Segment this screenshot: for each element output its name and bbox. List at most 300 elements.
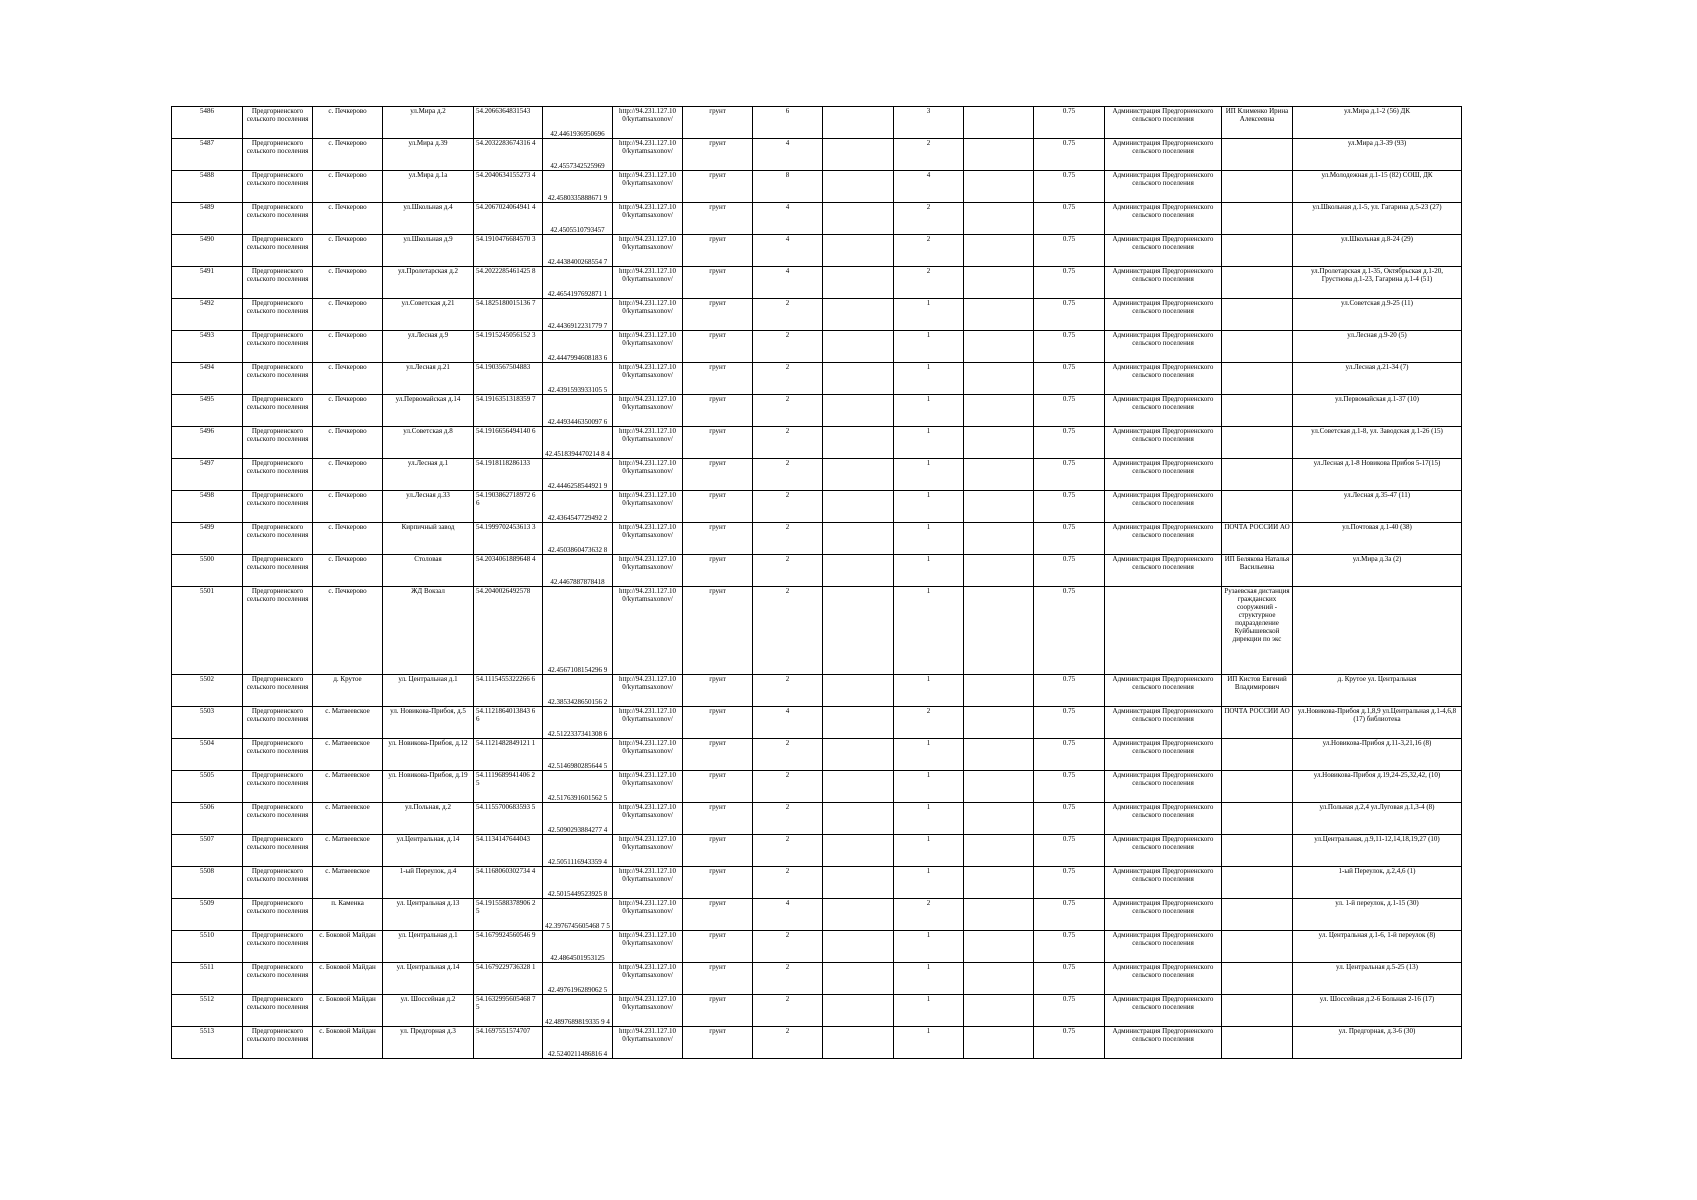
operator-cell [1222, 459, 1293, 491]
containers-count-cell: 2 [753, 427, 823, 459]
empty-cell [823, 523, 894, 555]
containers-planned-cell: 2 [894, 899, 964, 931]
address-cell: ул.Польная, д.2 [383, 803, 474, 835]
container-volume-cell: 0.75 [1034, 139, 1105, 171]
longitude-cell: 42.4438400268554 7 [543, 235, 613, 267]
longitude-cell: 42.4493446350097 6 [543, 395, 613, 427]
containers-planned-cell: 1 [894, 331, 964, 363]
empty-cell [964, 867, 1034, 899]
empty-cell [964, 299, 1034, 331]
settlement-cell: Предгорненского сельского поселения [243, 395, 313, 427]
empty-cell [964, 707, 1034, 739]
map-link-cell: http://94.231.127.10 0/kyrtamsaxonov/ [613, 739, 683, 771]
empty-cell [823, 1027, 894, 1059]
container-volume-cell: 0.75 [1034, 1027, 1105, 1059]
empty-cell [964, 899, 1034, 931]
container-volume-cell: 0.75 [1034, 491, 1105, 523]
owner-cell: Администрация Предгорненского сельского поселения [1105, 867, 1222, 899]
row-number-cell: 5492 [172, 299, 243, 331]
container-volume-cell: 0.75 [1034, 931, 1105, 963]
operator-cell [1222, 1027, 1293, 1059]
owner-cell: Администрация Предгорненского сельского поселения [1105, 963, 1222, 995]
address-cell: ЖД Вокзал [383, 587, 474, 675]
owner-cell [1105, 587, 1222, 675]
container-volume-cell: 0.75 [1034, 835, 1105, 867]
container-volume-cell: 0.75 [1034, 267, 1105, 299]
table-row [172, 587, 1462, 675]
owner-cell: Администрация Предгорненского сельского поселения [1105, 139, 1222, 171]
operator-cell [1222, 203, 1293, 235]
table-row [172, 771, 1462, 803]
containers-count-cell: 2 [753, 331, 823, 363]
table-row [172, 427, 1462, 459]
latitude-cell: 54.1121482849121 1 [474, 739, 543, 771]
operator-cell [1222, 835, 1293, 867]
map-link-cell: http://94.231.127.10 0/kyrtamsaxonov/ [613, 299, 683, 331]
row-number-cell: 5511 [172, 963, 243, 995]
address-cell: ул. Новикова-Прибоя, д.19 [383, 771, 474, 803]
operator-cell [1222, 427, 1293, 459]
table-row [172, 963, 1462, 995]
address-cell: ул.Пролетарская д.2 [383, 267, 474, 299]
containers-count-cell: 4 [753, 899, 823, 931]
owner-cell: Администрация Предгорненского сельского поселения [1105, 235, 1222, 267]
table-row [172, 171, 1462, 203]
empty-cell [823, 267, 894, 299]
container-volume-cell: 0.75 [1034, 235, 1105, 267]
served-addresses-cell: ул. Шоссейная д.2-6 Больная 2-16 (17) [1293, 995, 1462, 1027]
row-number-cell: 5507 [172, 835, 243, 867]
address-cell: ул.Лесная д.1 [383, 459, 474, 491]
operator-cell [1222, 171, 1293, 203]
locality-cell: с. Печкерово [313, 555, 383, 587]
longitude-cell: 42.4580335888671 9 [543, 171, 613, 203]
served-addresses-cell: ул.Лесная д.1-8 Новикова Прибоя 5-17(15) [1293, 459, 1462, 491]
containers-planned-cell: 1 [894, 803, 964, 835]
locality-cell: с. Матвеевское [313, 707, 383, 739]
longitude-cell: 42.4654197692871 1 [543, 267, 613, 299]
table-row [172, 299, 1462, 331]
settlement-cell: Предгорненского сельского поселения [243, 555, 313, 587]
operator-cell [1222, 803, 1293, 835]
longitude-cell: 42.3976745605468 7 5 [543, 899, 613, 931]
map-link-cell: http://94.231.127.10 0/kyrtamsaxonov/ [613, 803, 683, 835]
empty-cell [964, 523, 1034, 555]
containers-planned-cell: 2 [894, 707, 964, 739]
served-addresses-cell: ул.Первомайская д.1-37 (10) [1293, 395, 1462, 427]
locality-cell: с. Печкерово [313, 267, 383, 299]
address-cell: ул.Лесная д.33 [383, 491, 474, 523]
container-volume-cell: 0.75 [1034, 555, 1105, 587]
served-addresses-cell: ул.Лесная д.35-47 (11) [1293, 491, 1462, 523]
container-volume-cell: 0.75 [1034, 587, 1105, 675]
address-cell: ул. Новикова-Прибоя, д.12 [383, 739, 474, 771]
table-row [172, 867, 1462, 899]
empty-cell [964, 395, 1034, 427]
empty-cell [823, 491, 894, 523]
settlement-cell: Предгорненского сельского поселения [243, 931, 313, 963]
owner-cell: Администрация Предгорненского сельского поселения [1105, 459, 1222, 491]
table-row [172, 107, 1462, 139]
table-row [172, 395, 1462, 427]
empty-cell [823, 931, 894, 963]
locality-cell: с. Печкерово [313, 459, 383, 491]
map-link-cell: http://94.231.127.10 0/kyrtamsaxonov/ [613, 235, 683, 267]
surface-cell: грунт [683, 587, 753, 675]
locality-cell: с. Матвеевское [313, 739, 383, 771]
latitude-cell: 54.1119689941406 2 5 [474, 771, 543, 803]
owner-cell: Администрация Предгорненского сельского поселения [1105, 427, 1222, 459]
longitude-cell: 42.5051116943359 4 [543, 835, 613, 867]
owner-cell: Администрация Предгорненского сельского поселения [1105, 107, 1222, 139]
containers-planned-cell: 1 [894, 299, 964, 331]
containers-count-cell: 2 [753, 675, 823, 707]
map-link-cell: http://94.231.127.10 0/kyrtamsaxonov/ [613, 203, 683, 235]
container-volume-cell: 0.75 [1034, 867, 1105, 899]
longitude-cell: 42.4557342525969 [543, 139, 613, 171]
registry-table-sheet [171, 106, 1461, 1059]
row-number-cell: 5508 [172, 867, 243, 899]
locality-cell: с. Матвеевское [313, 771, 383, 803]
empty-cell [823, 459, 894, 491]
containers-count-cell: 2 [753, 491, 823, 523]
latitude-cell: 54.1999702453613 3 [474, 523, 543, 555]
row-number-cell: 5510 [172, 931, 243, 963]
containers-planned-cell: 2 [894, 139, 964, 171]
map-link-cell: http://94.231.127.10 0/kyrtamsaxonov/ [613, 491, 683, 523]
owner-cell: Администрация Предгорненского сельского поселения [1105, 363, 1222, 395]
latitude-cell: 54.1915245056152 3 [474, 331, 543, 363]
empty-cell [823, 139, 894, 171]
surface-cell: грунт [683, 459, 753, 491]
address-cell: ул.Центральная, д.14 [383, 835, 474, 867]
latitude-cell: 54.1632995605468 7 5 [474, 995, 543, 1027]
container-volume-cell: 0.75 [1034, 107, 1105, 139]
address-cell: Столовая [383, 555, 474, 587]
locality-cell: п. Каменка [313, 899, 383, 931]
containers-count-cell: 2 [753, 1027, 823, 1059]
waste-sites-table [171, 106, 1462, 1059]
address-cell: ул. Центральная д.14 [383, 963, 474, 995]
settlement-cell: Предгорненского сельского поселения [243, 459, 313, 491]
empty-cell [964, 1027, 1034, 1059]
row-number-cell: 5498 [172, 491, 243, 523]
address-cell: ул.Лесная д.9 [383, 331, 474, 363]
empty-cell [823, 707, 894, 739]
longitude-cell: 42.4864501953125 [543, 931, 613, 963]
locality-cell: с. Печкерово [313, 331, 383, 363]
table-row [172, 523, 1462, 555]
owner-cell: Администрация Предгорненского сельского поселения [1105, 203, 1222, 235]
row-number-cell: 5497 [172, 459, 243, 491]
served-addresses-cell: ул.Почтовая д.1-40 (38) [1293, 523, 1462, 555]
table-row [172, 555, 1462, 587]
containers-planned-cell: 1 [894, 427, 964, 459]
longitude-cell: 42.4897689819335 9 4 [543, 995, 613, 1027]
empty-cell [964, 587, 1034, 675]
served-addresses-cell: ул.Польная д.2,4 ул.Луговая д.1,3-4 (8) [1293, 803, 1462, 835]
served-addresses-cell: ул. 1-й переулок, д.1-15 (30) [1293, 899, 1462, 931]
address-cell: ул.Мира д.2 [383, 107, 474, 139]
empty-cell [964, 931, 1034, 963]
empty-cell [964, 331, 1034, 363]
map-link-cell: http://94.231.127.10 0/kyrtamsaxonov/ [613, 395, 683, 427]
locality-cell: с. Печкерово [313, 587, 383, 675]
locality-cell: с. Матвеевское [313, 803, 383, 835]
containers-count-cell: 4 [753, 139, 823, 171]
served-addresses-cell: д. Крутое ул. Центральная [1293, 675, 1462, 707]
empty-cell [823, 331, 894, 363]
locality-cell: с. Печкерово [313, 299, 383, 331]
surface-cell: грунт [683, 771, 753, 803]
empty-cell [964, 835, 1034, 867]
row-number-cell: 5505 [172, 771, 243, 803]
locality-cell: с. Печкерово [313, 491, 383, 523]
map-link-cell: http://94.231.127.10 0/kyrtamsaxonov/ [613, 427, 683, 459]
operator-cell [1222, 931, 1293, 963]
operator-cell [1222, 491, 1293, 523]
map-link-cell: http://94.231.127.10 0/kyrtamsaxonov/ [613, 587, 683, 675]
surface-cell: грунт [683, 395, 753, 427]
locality-cell: д. Крутое [313, 675, 383, 707]
row-number-cell: 5496 [172, 427, 243, 459]
containers-planned-cell: 1 [894, 835, 964, 867]
container-volume-cell: 0.75 [1034, 739, 1105, 771]
empty-cell [964, 203, 1034, 235]
table-row [172, 235, 1462, 267]
settlement-cell: Предгорненского сельского поселения [243, 491, 313, 523]
owner-cell: Администрация Предгорненского сельского поселения [1105, 395, 1222, 427]
latitude-cell: 54.2040634155273 4 [474, 171, 543, 203]
settlement-cell: Предгорненского сельского поселения [243, 803, 313, 835]
empty-cell [823, 899, 894, 931]
settlement-cell: Предгорненского сельского поселения [243, 867, 313, 899]
owner-cell: Администрация Предгорненского сельского поселения [1105, 771, 1222, 803]
operator-cell [1222, 963, 1293, 995]
containers-count-cell: 2 [753, 867, 823, 899]
operator-cell [1222, 363, 1293, 395]
latitude-cell: 54.1910476684570 3 [474, 235, 543, 267]
row-number-cell: 5486 [172, 107, 243, 139]
latitude-cell: 54.1825180015136 7 [474, 299, 543, 331]
owner-cell: Администрация Предгорненского сельского поселения [1105, 267, 1222, 299]
empty-cell [823, 555, 894, 587]
table-row [172, 739, 1462, 771]
longitude-cell: 42.5015449523925 8 [543, 867, 613, 899]
latitude-cell: 54.1903567504883 [474, 363, 543, 395]
address-cell: ул. Шоссейная д.2 [383, 995, 474, 1027]
containers-count-cell: 2 [753, 931, 823, 963]
containers-count-cell: 2 [753, 739, 823, 771]
empty-cell [964, 555, 1034, 587]
container-volume-cell: 0.75 [1034, 459, 1105, 491]
settlement-cell: Предгорненского сельского поселения [243, 675, 313, 707]
empty-cell [823, 803, 894, 835]
empty-cell [964, 107, 1034, 139]
empty-cell [823, 299, 894, 331]
served-addresses-cell: ул.Лесная д.21-34 (7) [1293, 363, 1462, 395]
surface-cell: грунт [683, 899, 753, 931]
row-number-cell: 5504 [172, 739, 243, 771]
longitude-cell: 42.4567108154296 9 [543, 587, 613, 675]
latitude-cell: 54.1903862718972 6 6 [474, 491, 543, 523]
containers-planned-cell: 1 [894, 963, 964, 995]
table-row [172, 899, 1462, 931]
row-number-cell: 5500 [172, 555, 243, 587]
settlement-cell: Предгорненского сельского поселения [243, 139, 313, 171]
address-cell: 1-ый Переулок, д.4 [383, 867, 474, 899]
address-cell: ул. Центральная д.1 [383, 931, 474, 963]
served-addresses-cell: ул.Новикова-Прибоя д.11-3,21,16 (8) [1293, 739, 1462, 771]
table-row [172, 139, 1462, 171]
operator-cell [1222, 899, 1293, 931]
map-link-cell: http://94.231.127.10 0/kyrtamsaxonov/ [613, 707, 683, 739]
served-addresses-cell: ул.Школьная д.1-5, ул. Гагарина д.5-23 (27) [1293, 203, 1462, 235]
map-link-cell: http://94.231.127.10 0/kyrtamsaxonov/ [613, 107, 683, 139]
served-addresses-cell: ул. Центральная д.5-25 (13) [1293, 963, 1462, 995]
settlement-cell: Предгорненского сельского поселения [243, 107, 313, 139]
containers-count-cell: 2 [753, 459, 823, 491]
containers-planned-cell: 1 [894, 675, 964, 707]
settlement-cell: Предгорненского сельского поселения [243, 331, 313, 363]
empty-cell [964, 459, 1034, 491]
surface-cell: грунт [683, 931, 753, 963]
operator-cell [1222, 267, 1293, 299]
surface-cell: грунт [683, 555, 753, 587]
containers-count-cell: 4 [753, 707, 823, 739]
latitude-cell: 54.1916656494140 6 [474, 427, 543, 459]
owner-cell: Администрация Предгорненского сельского поселения [1105, 739, 1222, 771]
container-volume-cell: 0.75 [1034, 171, 1105, 203]
table-row [172, 707, 1462, 739]
empty-cell [823, 395, 894, 427]
operator-cell [1222, 739, 1293, 771]
owner-cell: Администрация Предгорненского сельского поселения [1105, 171, 1222, 203]
address-cell: ул. Предгорная д.3 [383, 1027, 474, 1059]
address-cell: ул. Новикова-Прибоя, д.5 [383, 707, 474, 739]
operator-cell [1222, 139, 1293, 171]
table-body [172, 107, 1462, 1059]
served-addresses-cell: ул.Новикова-Прибоя д.19,24-25,32,42, (10) [1293, 771, 1462, 803]
map-link-cell: http://94.231.127.10 0/kyrtamsaxonov/ [613, 899, 683, 931]
longitude-cell: 42.4446258544921 9 [543, 459, 613, 491]
operator-cell [1222, 395, 1293, 427]
owner-cell: Администрация Предгорненского сельского поселения [1105, 491, 1222, 523]
served-addresses-cell: 1-ый Переулок, д.2,4,6 (1) [1293, 867, 1462, 899]
surface-cell: грунт [683, 107, 753, 139]
surface-cell: грунт [683, 171, 753, 203]
surface-cell: грунт [683, 267, 753, 299]
empty-cell [964, 363, 1034, 395]
table-row [172, 331, 1462, 363]
address-cell: ул.Мира д.1а [383, 171, 474, 203]
table-row [172, 459, 1462, 491]
owner-cell: Администрация Предгорненского сельского поселения [1105, 931, 1222, 963]
longitude-cell: 42.5122337341308 6 [543, 707, 613, 739]
longitude-cell: 42.4436912231779 7 [543, 299, 613, 331]
served-addresses-cell: ул. Центральная д.1-6, 1-й переулок (8) [1293, 931, 1462, 963]
container-volume-cell: 0.75 [1034, 771, 1105, 803]
empty-cell [964, 771, 1034, 803]
longitude-cell: 42.4976196289062 5 [543, 963, 613, 995]
latitude-cell: 54.1168060302734 4 [474, 867, 543, 899]
table-row [172, 1027, 1462, 1059]
surface-cell: грунт [683, 491, 753, 523]
row-number-cell: 5491 [172, 267, 243, 299]
containers-planned-cell: 2 [894, 235, 964, 267]
containers-count-cell: 2 [753, 995, 823, 1027]
locality-cell: с. Матвеевское [313, 835, 383, 867]
containers-count-cell: 6 [753, 107, 823, 139]
served-addresses-cell: ул.Школьная д.8-24 (29) [1293, 235, 1462, 267]
locality-cell: с. Печкерово [313, 395, 383, 427]
latitude-cell: 54.1916351318359 7 [474, 395, 543, 427]
map-link-cell: http://94.231.127.10 0/kyrtamsaxonov/ [613, 835, 683, 867]
owner-cell: Администрация Предгорненского сельского поселения [1105, 523, 1222, 555]
row-number-cell: 5502 [172, 675, 243, 707]
longitude-cell: 42.4461936950696 [543, 107, 613, 139]
map-link-cell: http://94.231.127.10 0/kyrtamsaxonov/ [613, 459, 683, 491]
address-cell: ул.Школьная д.4 [383, 203, 474, 235]
containers-planned-cell: 1 [894, 459, 964, 491]
served-addresses-cell: ул.Советская д.9-25 (11) [1293, 299, 1462, 331]
surface-cell: грунт [683, 523, 753, 555]
latitude-cell: 54.2034061889648 4 [474, 555, 543, 587]
operator-cell [1222, 299, 1293, 331]
empty-cell [823, 995, 894, 1027]
empty-cell [823, 587, 894, 675]
address-cell: ул. Центральная д.1 [383, 675, 474, 707]
locality-cell: с. Печкерово [313, 523, 383, 555]
empty-cell [823, 427, 894, 459]
empty-cell [964, 171, 1034, 203]
locality-cell: с. Печкерово [313, 235, 383, 267]
table-row [172, 267, 1462, 299]
empty-cell [823, 363, 894, 395]
row-number-cell: 5487 [172, 139, 243, 171]
table-row [172, 803, 1462, 835]
served-addresses-cell: ул.Центральная, д.9,11-12,14,18,19,27 (10) [1293, 835, 1462, 867]
empty-cell [964, 235, 1034, 267]
served-addresses-cell: ул.Мира д.3а (2) [1293, 555, 1462, 587]
container-volume-cell: 0.75 [1034, 331, 1105, 363]
table-row [172, 491, 1462, 523]
container-volume-cell: 0.75 [1034, 299, 1105, 331]
surface-cell: грунт [683, 963, 753, 995]
containers-planned-cell: 4 [894, 171, 964, 203]
owner-cell: Администрация Предгорненского сельского поселения [1105, 555, 1222, 587]
settlement-cell: Предгорненского сельского поселения [243, 299, 313, 331]
locality-cell: с. Боковой Майдан [313, 931, 383, 963]
surface-cell: грунт [683, 139, 753, 171]
address-cell: ул.Советская д.8 [383, 427, 474, 459]
containers-count-cell: 2 [753, 395, 823, 427]
locality-cell: с. Печкерово [313, 427, 383, 459]
container-volume-cell: 0.75 [1034, 427, 1105, 459]
table-row [172, 675, 1462, 707]
empty-cell [823, 739, 894, 771]
containers-count-cell: 2 [753, 963, 823, 995]
latitude-cell: 54.1155700683593 5 [474, 803, 543, 835]
owner-cell: Администрация Предгорненского сельского поселения [1105, 835, 1222, 867]
settlement-cell: Предгорненского сельского поселения [243, 427, 313, 459]
map-link-cell: http://94.231.127.10 0/kyrtamsaxonov/ [613, 1027, 683, 1059]
address-cell: Кирпичный завод [383, 523, 474, 555]
longitude-cell: 42.4364547729492 2 [543, 491, 613, 523]
owner-cell: Администрация Предгорненского сельского поселения [1105, 675, 1222, 707]
operator-cell: ИП Белякова Наталья Васильевна [1222, 555, 1293, 587]
empty-cell [964, 803, 1034, 835]
